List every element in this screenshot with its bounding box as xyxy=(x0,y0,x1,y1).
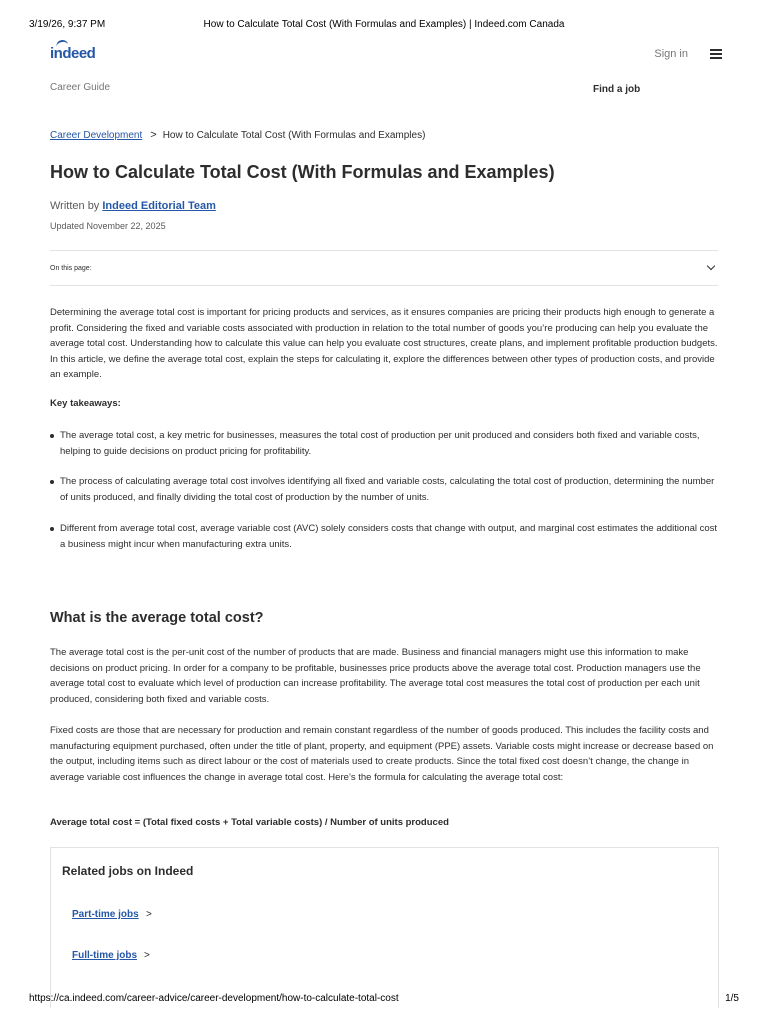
related-jobs-title: Related jobs on Indeed xyxy=(62,864,194,878)
sign-in-link[interactable]: Sign in xyxy=(654,48,688,60)
written-by-label: Written by xyxy=(50,200,100,212)
section-heading: What is the average total cost? xyxy=(50,610,264,626)
on-this-page-toggle[interactable] xyxy=(50,250,718,286)
breadcrumb-chevron-icon: > xyxy=(150,129,157,141)
breadcrumb-current: How to Calculate Total Cost (With Formulas and Examples) xyxy=(162,129,426,141)
full-time-jobs-link[interactable]: Full-time jobs xyxy=(72,950,137,961)
section-paragraph-1: The average total cost is the per-unit cost of the number of products that are made. Business and financial managers might use this information to make decisions on product pricing. In order for a company to be profitable, businesses price products above the average total cost. Production managers use the average total cost to evaluate which level of production can increase profitability. The average total cost measures the total cost of production per each unit produced, considering both fixed and variable costs. xyxy=(50,647,701,705)
site-header xyxy=(50,45,722,65)
intro-paragraph: Determining the average total cost is important for pricing products and services, as it ensures companies are pricing their products high enough to generate a profit. Considering the fixed and variable costs associated with production in relation to the total number of goods you’re producing can help you evaluate the average total cost. Understanding how to calculate this value can help you evaluate cost structures, create plans, and implement profitable production budgets. In this article, we define the average total cost, explain the steps for calculating it, explore the differences between other types of production costs, and provide an example. xyxy=(50,307,718,381)
on-this-page-label: On this page: xyxy=(50,265,92,272)
hamburger-menu-icon[interactable] xyxy=(710,49,722,58)
list-item: The average total cost, a key metric for businesses, measures the total cost of production per unit produced and considers both fixed and variable costs, helping to guide decisions on product pricing for profitability. xyxy=(50,428,718,459)
breadcrumb-career-development[interactable]: Career Development xyxy=(50,129,143,141)
sub-navigation xyxy=(50,82,718,98)
list-item: Different from average total cost, average variable cost (AVC) solely considers costs that change with output, and marginal cost estimates the additional cost a business might incur when manufacturing extra units. xyxy=(50,521,718,552)
print-header xyxy=(29,19,739,33)
print-url: https://ca.indeed.com/career-advice/career-development/how-to-calculate-total-cost xyxy=(29,993,399,1004)
section-paragraph-2: Fixed costs are those that are necessary for production and remain constant regardless of the number of goods produced. This includes the facility costs and manufacturing equipment purchased, often under the title of plant, property, and equipment (PPE) assets. Variable costs might increase or decrease based on the output, including items such as direct labour or the cost of materials used to create products. Since the total fixed cost doesn’t change, the change in average variable cost influences the change in average total cost. Here’s the formula for calculating the average total cost: xyxy=(50,725,714,783)
print-datetime: 3/19/26, 9:37 PM xyxy=(29,19,106,30)
formula: Average total cost = (Total fixed costs + Total variable costs) / Number of units produced xyxy=(50,817,449,828)
list-item: The process of calculating average total cost involves identifying all fixed and variable costs, calculating the total cost of production, determining the number of units produced, and finally dividing the total cost of production by the number of units. xyxy=(50,474,718,505)
career-guide-link[interactable]: Career Guide xyxy=(50,82,111,93)
page-title: How to Calculate Total Cost (With Formulas and Examples) xyxy=(50,162,555,182)
indeed-logo[interactable] xyxy=(50,45,95,62)
related-jobs-box xyxy=(50,847,719,1008)
part-time-jobs-link[interactable]: Part-time jobs xyxy=(72,909,139,920)
logo-text: indeed xyxy=(50,45,96,62)
key-takeaways-heading: Key takeaways: xyxy=(50,398,121,409)
breadcrumb xyxy=(50,129,425,141)
page-number: 1/5 xyxy=(725,993,739,1004)
print-footer xyxy=(29,993,739,1007)
chevron-right-icon: > xyxy=(146,909,152,920)
print-page-title: How to Calculate Total Cost (With Formulas and Examples) | Indeed.com Canada xyxy=(203,19,565,30)
author-link[interactable]: Indeed Editorial Team xyxy=(102,200,216,212)
chevron-down-icon xyxy=(707,262,715,270)
byline xyxy=(50,200,216,212)
updated-date: Updated November 22, 2025 xyxy=(50,221,166,231)
chevron-right-icon: > xyxy=(144,950,150,961)
find-a-job-link[interactable]: Find a job xyxy=(593,84,641,95)
